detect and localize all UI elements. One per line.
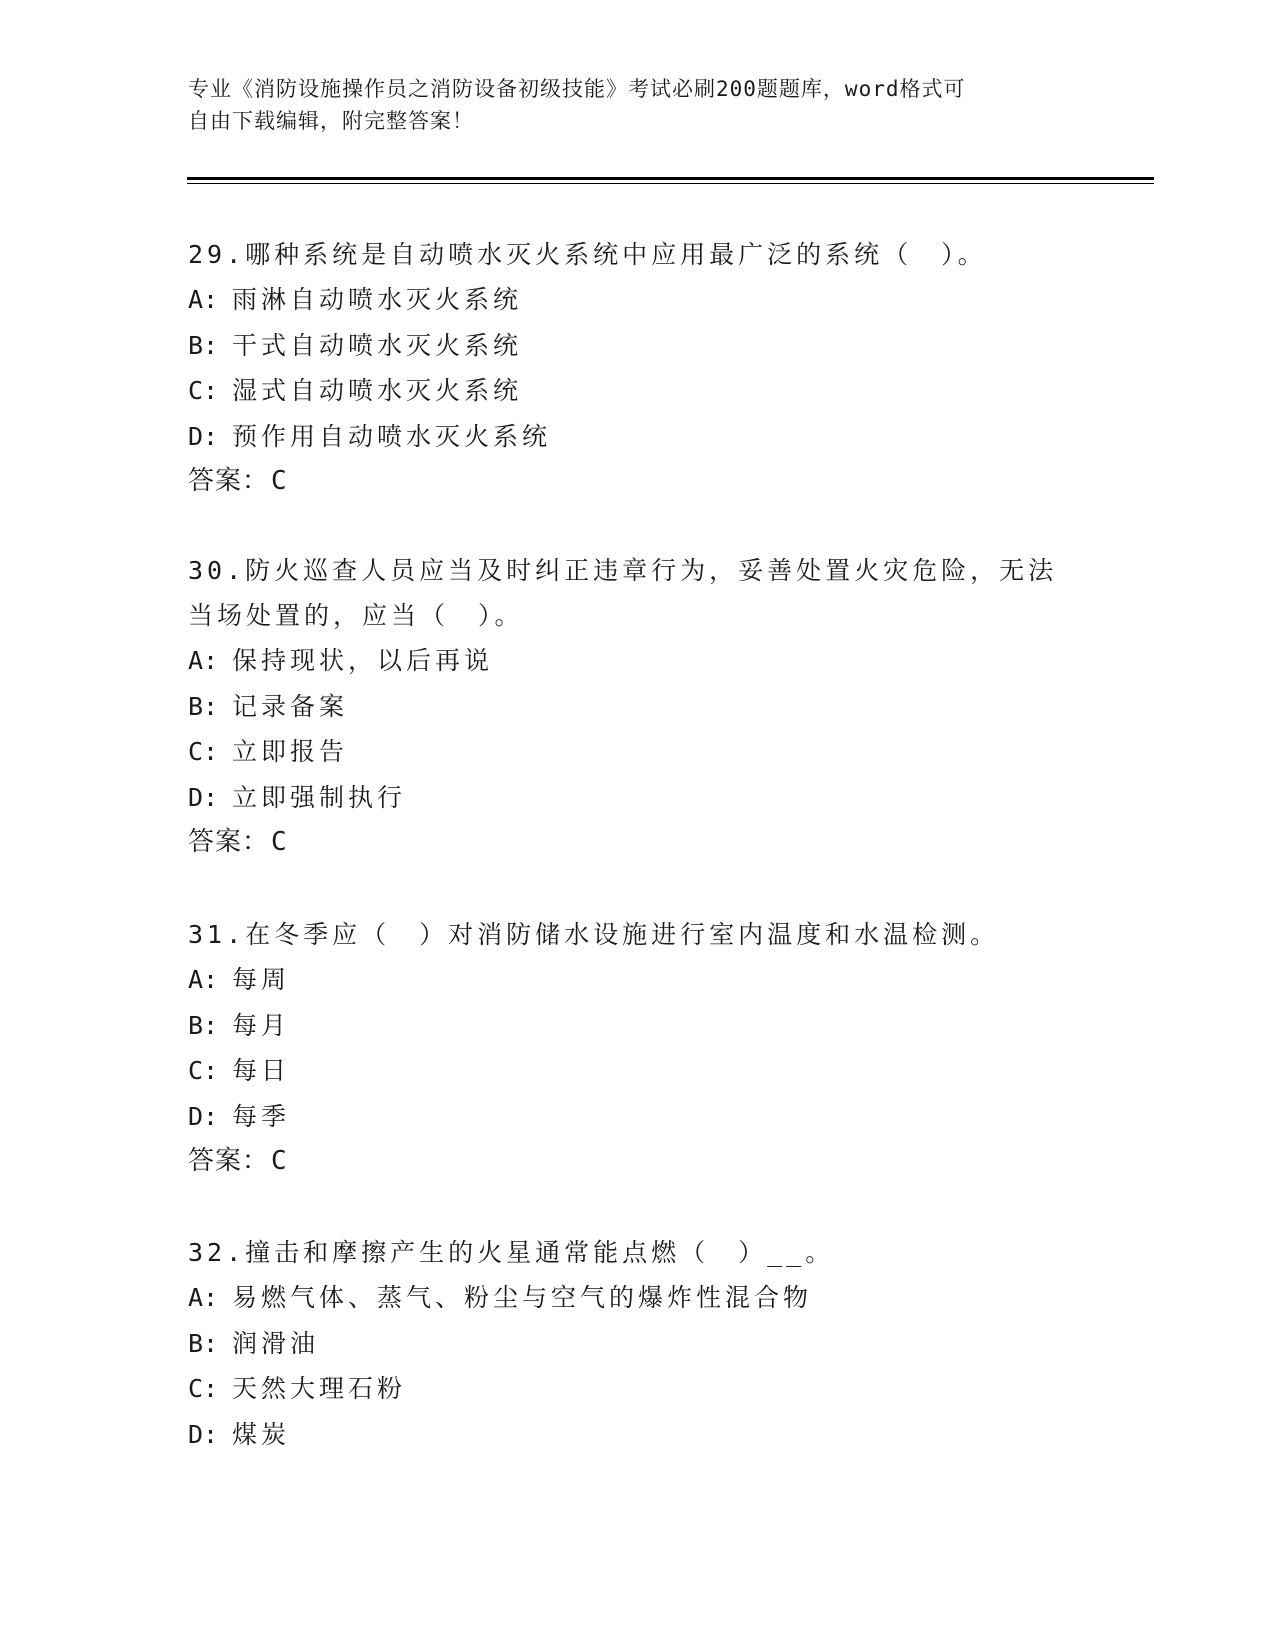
option-d <box>188 1412 1088 1458</box>
option-a <box>188 1275 1088 1321</box>
answer-line <box>188 1139 1088 1184</box>
option-text: 每周 <box>232 965 291 994</box>
option-text: 立即强制执行 <box>232 782 407 812</box>
answer-label: 答案： <box>188 827 270 857</box>
option-a <box>188 277 1088 323</box>
header-line-2: 自由下载编辑，附完整答案！ <box>188 109 474 133</box>
answer-label: 答案： <box>188 1146 270 1176</box>
option-b <box>188 323 1088 369</box>
option-key: C: <box>188 376 219 405</box>
option-text: 干式自动喷水灭火系统 <box>232 330 523 360</box>
answer-value: C <box>271 466 288 496</box>
option-text: 易燃气体、蒸气、粉尘与空气的爆炸性混合物 <box>232 1283 813 1312</box>
option-key: A: <box>188 965 219 994</box>
answer-value: C <box>271 1146 288 1176</box>
option-text: 煤炭 <box>232 1419 291 1449</box>
option-key: C: <box>188 737 219 766</box>
option-text: 每月 <box>232 1010 291 1040</box>
option-key: D: <box>188 1101 219 1131</box>
option-d <box>188 1094 1088 1140</box>
option-text: 每季 <box>232 1101 291 1131</box>
question-32 <box>188 1230 1088 1457</box>
answer-line <box>188 459 1088 504</box>
option-c <box>188 368 1088 414</box>
option-d <box>188 414 1088 460</box>
question-29 <box>188 232 1088 504</box>
option-text: 润滑油 <box>232 1328 320 1358</box>
option-text: 立即报告 <box>232 737 349 766</box>
option-b <box>188 684 1088 730</box>
header-line-1: 专业《消防设施操作员之消防设备初级技能》考试必刷200题题库，word格式可 <box>188 77 966 101</box>
option-text: 预作用自动喷水灭火系统 <box>232 421 552 451</box>
question-stem: 31.在冬季应（ ）对消防储水设施进行室内温度和水温检测。 <box>188 920 1000 949</box>
option-text: 湿式自动喷水灭火系统 <box>232 376 523 405</box>
option-key: A: <box>188 285 219 314</box>
option-text: 每日 <box>232 1056 291 1085</box>
option-key: B: <box>188 330 219 360</box>
option-b <box>188 1321 1088 1367</box>
option-key: B: <box>188 1328 219 1358</box>
option-text: 保持现状，以后再说 <box>232 646 494 675</box>
option-key: C: <box>188 1374 219 1403</box>
option-key: B: <box>188 691 219 721</box>
answer-label: 答案： <box>188 466 270 496</box>
option-key: D: <box>188 421 219 451</box>
question-stem: 30.防火巡查人员应当及时纠正违章行为，妥善处置火灾危险，无法当场处置的，应当（ ）。 <box>188 556 1058 630</box>
option-a <box>188 957 1088 1003</box>
document-header <box>188 73 1068 137</box>
option-key: A: <box>188 1283 219 1312</box>
option-text: 雨淋自动喷水灭火系统 <box>232 285 523 314</box>
question-31 <box>188 912 1088 1184</box>
option-a <box>188 638 1088 684</box>
option-key: D: <box>188 1419 219 1449</box>
header-divider-thin <box>187 183 1154 184</box>
option-c <box>188 729 1088 775</box>
option-key: C: <box>188 1056 219 1085</box>
question-30 <box>188 548 1088 865</box>
option-text: 记录备案 <box>232 691 349 721</box>
option-key: B: <box>188 1010 219 1040</box>
question-stem: 32.撞击和摩擦产生的火星通常能点燃（ ）__。 <box>188 1238 835 1267</box>
option-d <box>188 775 1088 821</box>
option-c <box>188 1048 1088 1094</box>
option-c <box>188 1366 1088 1412</box>
option-key: D: <box>188 782 219 812</box>
answer-line <box>188 820 1088 865</box>
answer-value: C <box>271 827 288 857</box>
question-stem: 29.哪种系统是自动喷水灭火系统中应用最广泛的系统（ ）。 <box>188 240 987 269</box>
option-text: 天然大理石粉 <box>232 1374 407 1403</box>
header-divider-thick <box>187 177 1154 180</box>
option-key: A: <box>188 646 219 675</box>
option-b <box>188 1003 1088 1049</box>
